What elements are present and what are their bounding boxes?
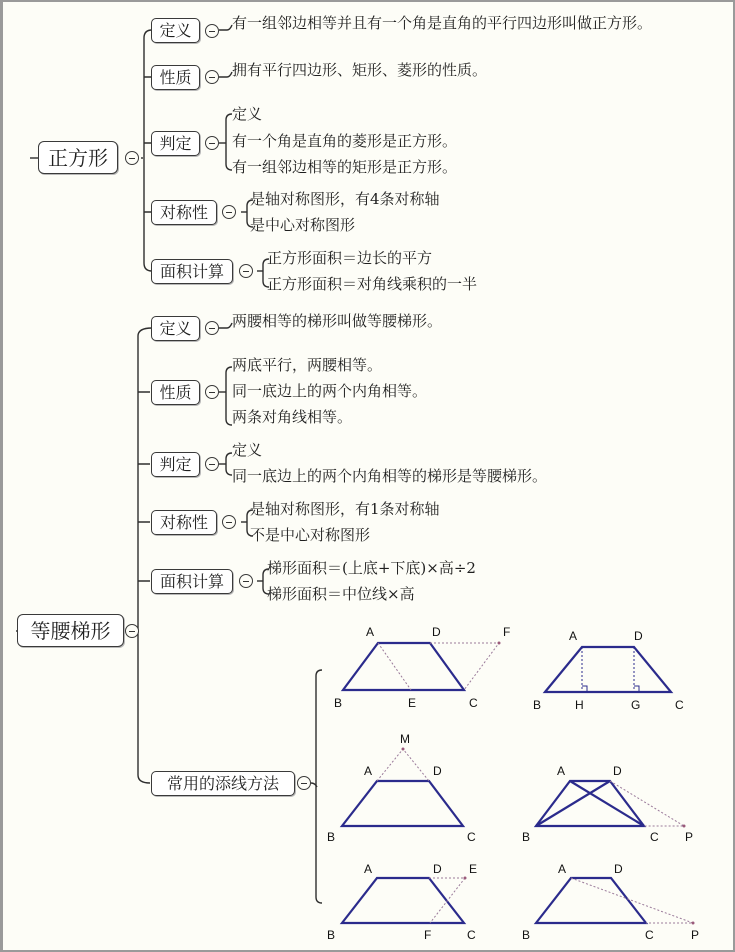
branch-label: 性质 <box>159 67 192 87</box>
point-label: C <box>469 696 478 710</box>
leaf-text: 不是中心对称图形 <box>250 526 371 544</box>
point-label: F <box>503 625 511 639</box>
point-label: B <box>327 830 336 844</box>
leaf-text: 是轴对称图形，有4条对称轴 <box>250 190 440 208</box>
point-label: C <box>675 698 684 712</box>
leaf-text: 同一底边上的两个内角相等。 <box>232 382 428 400</box>
branch-label: 性质 <box>159 382 192 402</box>
point-label: B <box>533 698 542 712</box>
figure-draw-heights <box>545 647 671 692</box>
branch-label: 常用的添线方法 <box>166 773 279 793</box>
figure-midpoint-extension <box>342 877 467 924</box>
point-label: E <box>469 862 478 876</box>
point-label: G <box>631 698 641 712</box>
point-label: B <box>334 696 343 710</box>
leaf-text: 两腰相等的梯形叫做等腰梯形。 <box>232 312 443 330</box>
point-label: D <box>613 764 622 778</box>
leaf-text: 定义 <box>232 105 263 123</box>
point-label: C <box>467 928 476 942</box>
leaf-text: 梯形面积＝(上底+下底)×高÷2 <box>267 559 476 577</box>
point-label: B <box>327 928 336 942</box>
leaf-text: 是轴对称图形，有1条对称轴 <box>250 500 440 518</box>
branch-label: 定义 <box>159 318 192 338</box>
leaf-text: 有一组邻边相等的矩形是正方形。 <box>232 158 458 176</box>
leaf-text: 定义 <box>232 441 263 459</box>
leaf-text: 正方形面积＝对角线乘积的一半 <box>267 275 478 293</box>
point-label: P <box>685 830 694 844</box>
point-label: M <box>400 732 410 746</box>
point-label: C <box>467 830 476 844</box>
point-label: B <box>522 928 531 942</box>
branch-label: 面积计算 <box>159 261 224 281</box>
leaf-text: 拥有平行四边形、矩形、菱形的性质。 <box>232 61 488 79</box>
leaf-text: 正方形面积＝边长的平方 <box>267 249 433 267</box>
branch-label: 判定 <box>159 454 192 474</box>
leaf-text: 两条对角线相等。 <box>232 408 353 426</box>
point-label: E <box>408 696 417 710</box>
point-label: B <box>522 830 531 844</box>
point-label: A <box>569 629 578 643</box>
root-node-trapezoid-label: 等腰梯形 <box>30 618 111 643</box>
point-label: P <box>691 928 700 942</box>
figure-extend-to-base <box>536 878 695 925</box>
point-label: A <box>366 625 375 639</box>
point-label: A <box>557 764 566 778</box>
branch-label: 判定 <box>159 133 192 153</box>
point-label: C <box>650 830 659 844</box>
point-label: D <box>433 764 442 778</box>
point-label: A <box>364 764 373 778</box>
branch-label: 定义 <box>159 20 192 40</box>
point-label: D <box>634 629 643 643</box>
root-node-square-label: 正方形 <box>48 145 108 170</box>
figure-extend-legs <box>342 748 463 827</box>
point-label: D <box>614 862 623 876</box>
leaf-text: 有一组邻边相等并且有一个角是直角的平行四边形叫做正方形。 <box>232 14 653 32</box>
leaf-text: 梯形面积＝中位线×高 <box>267 585 415 603</box>
figure-translate-leg <box>343 642 501 691</box>
branch-label: 对称性 <box>159 202 208 222</box>
leaf-text: 同一底边上的两个内角相等的梯形是等腰梯形。 <box>232 467 548 485</box>
figure-translate-diagonal <box>536 781 686 828</box>
point-label: C <box>645 928 654 942</box>
branch-label: 对称性 <box>159 512 208 532</box>
point-label: A <box>558 862 567 876</box>
point-label: D <box>433 862 442 876</box>
point-label: H <box>575 698 584 712</box>
leaf-text: 两底平行，两腰相等。 <box>232 356 383 374</box>
point-label: F <box>424 928 432 942</box>
leaf-text: 有一个角是直角的菱形是正方形。 <box>232 132 458 150</box>
point-label: A <box>364 862 373 876</box>
leaf-text: 是中心对称图形 <box>250 216 356 234</box>
point-label: D <box>432 625 441 639</box>
branch-label: 面积计算 <box>159 571 224 591</box>
